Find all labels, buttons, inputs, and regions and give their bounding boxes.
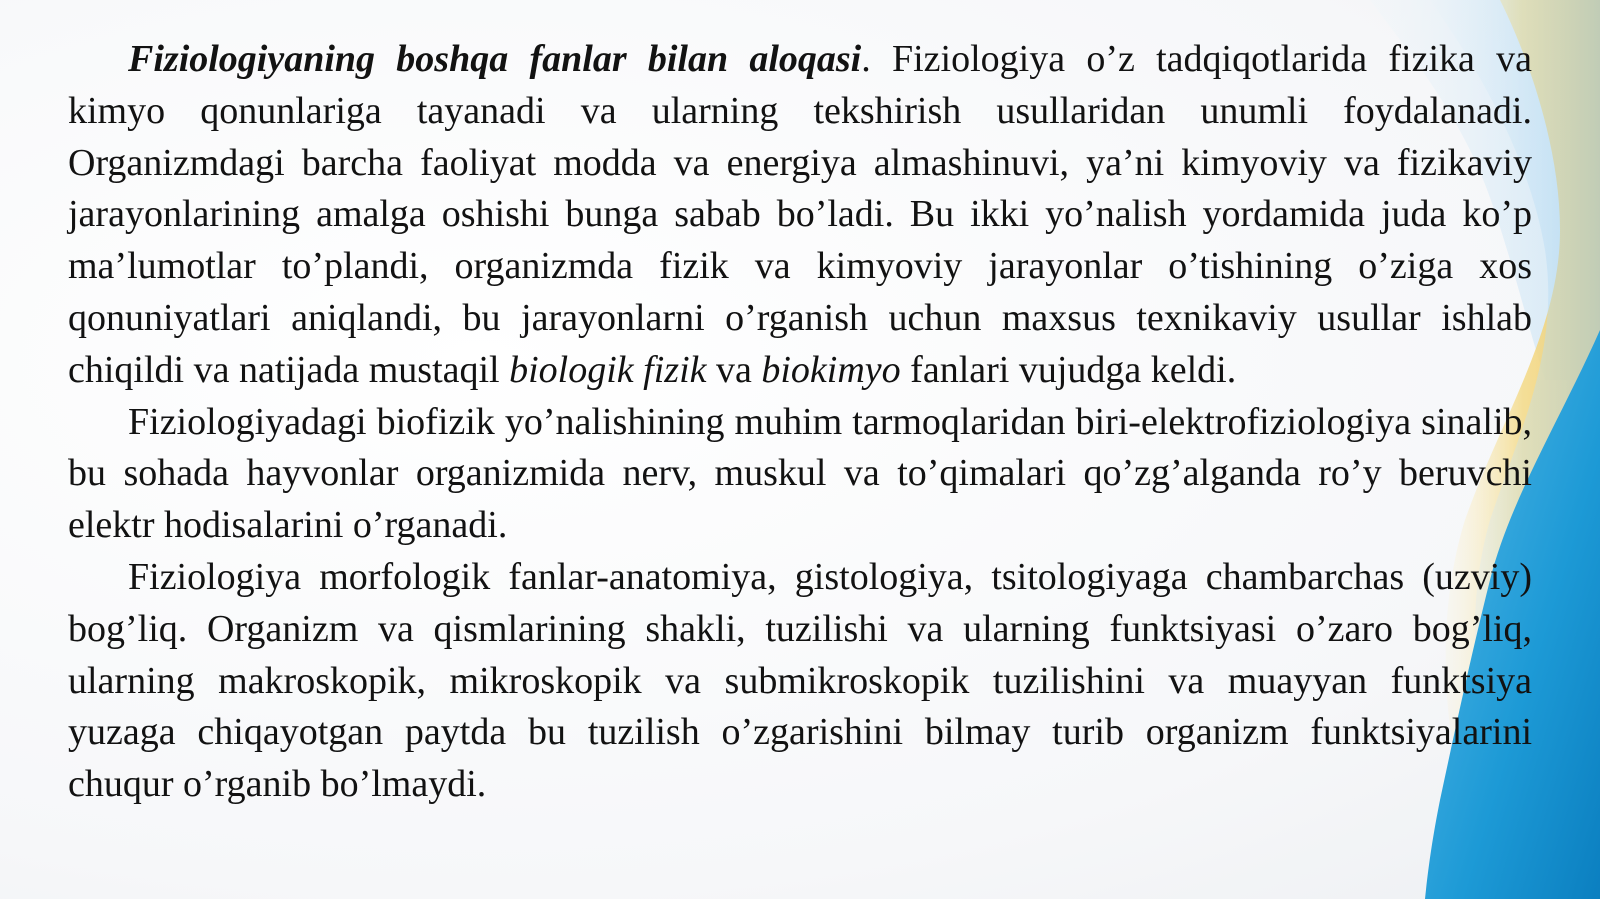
term-biologik-fizik: biologik fizik bbox=[509, 348, 707, 391]
term-biokimyo: biokimyo bbox=[761, 348, 901, 391]
paragraph-2: Fiziologiyadagi biofizik yo’nalishining muhim tarmoqlaridan biri-elektrofiziologiya sinalib, bu sohada hayvonlar organizmida nerv, muskul va to’qimalari qo’zg’alganda ro’y beruvchi elektr hodisalarini o’rganadi. bbox=[68, 400, 1532, 547]
paragraph-3: Fiziologiya morfologik fanlar-anatomiya, gistologiya, tsitologiyaga chambarchas (uzviy) bog’liq. Organizm va qismlarining shakli, tuzilishi va ularning funktsiyasi o’zaro bog’liq, ularning makroskopik, mikroskopik va submikroskopik tuzilishini va muayyan funktsiya yuzaga chiqayotgan paytda bu tuzilish o’zgarishini bilmay turib organizm funktsiyalarini chuqur o’rganib bo’lmaydi. bbox=[68, 555, 1532, 806]
document-body bbox=[68, 34, 1532, 811]
section-title: Fiziologiyaning boshqa fanlar bilan aloqasi bbox=[128, 38, 862, 80]
paragraph-1-text: . Fiziologiya o’z tadqiqotlarida fizika va kimyo qonunlariga tayanadi va ularning tekshirish usullaridan unumli foydalanadi. Organizmdagi barcha faoliyat modda va energiya almashinuvi, ya’ni kimyoviy va fizikaviy jarayonlarining amalga oshishi bunga sabab bo’ladi. Bu ikki yo’nalish yordamida juda ko’p ma’lumotlar to’plandi, organizmda fizik va kimyoviy jarayonlar o’tishining o’ziga xos qonuniyatlari aniqlandi, bu jarayonlarni o’rganish uchun maxsus texnikaviy usullar ishlab chiqildi va natijada mustaqil bbox=[68, 38, 1533, 391]
paragraph-1-connector: va bbox=[706, 348, 762, 391]
paragraph-1 bbox=[68, 34, 1532, 397]
paragraph-1-ending: fanlari vujudga keldi. bbox=[900, 348, 1237, 391]
